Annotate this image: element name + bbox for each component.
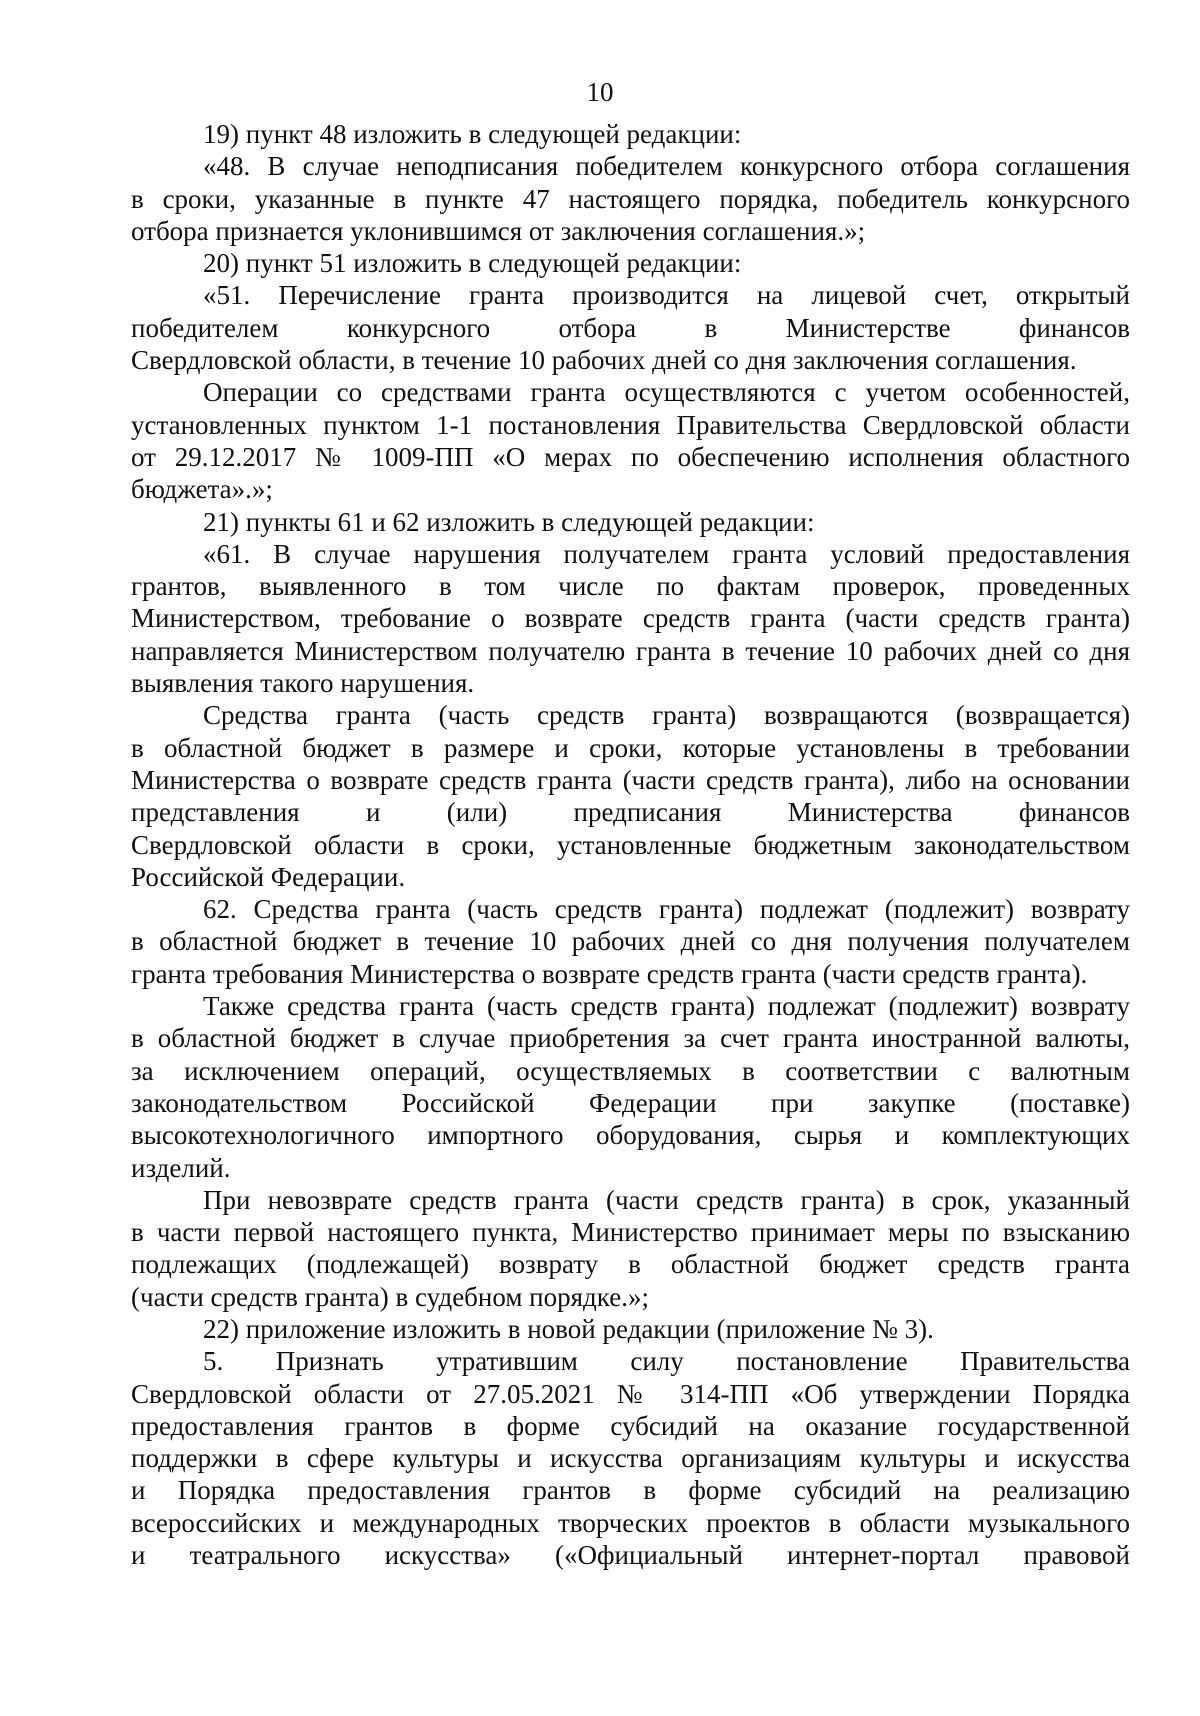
text-line: 5. Признать утратившим силу постановление Правительства [203,1346,1130,1377]
text-line: Свердловской области, в течение 10 рабочих дней со дня заключения соглашения. [131,345,1077,376]
text-line: Министерства о возврате средств гранта (части средств гранта), либо на основании [131,764,1130,795]
text-line: грантов, выявленного в том числе по фактам проверок, проведенных [131,571,1130,602]
text-line: изделий. [131,1152,231,1183]
text-line: «48. В случае неподписания победителем конкурсного отбора соглашения [203,151,1130,182]
text-line: в сроки, указанные в пункте 47 настоящего порядка, победитель конкурсного [131,183,1130,214]
text-line: «51. Перечисление гранта производится на лицевой счет, открытый [203,280,1130,311]
text-line: установленных пунктом 1-1 постановления Правительства Свердловской области [131,409,1130,440]
text-line: Также средства гранта (часть средств гранта) подлежат (подлежит) возврату [203,991,1130,1022]
text-line: При невозврате средств гранта (части средств гранта) в срок, указанный [203,1184,1130,1215]
page-number: 10 [586,77,614,107]
text-line: и Порядка предоставления грантов в форме субсидий на реализацию [131,1475,1130,1506]
text-line: поддержки в сфере культуры и искусства организациям культуры и искусства [131,1443,1130,1474]
text-line: за исключением операций, осуществляемых в соответствии с валютным [131,1055,1130,1086]
text-line: предоставления грантов в форме субсидий на оказание государственной [131,1410,1130,1441]
text-line: Российской Федерации. [131,861,406,892]
text-line: победителем конкурсного отбора в Министерстве финансов [131,312,1130,343]
text-line: подлежащих (подлежащей) возврату в областной бюджет средств гранта [131,1249,1130,1280]
text-line: Средства гранта (часть средств гранта) возвращаются (возвращается) [203,700,1130,731]
text-line: представления и (или) предписания Министерства финансов [131,797,1130,828]
text-line: и театрального искусства» («Официальный интернет-портал правовой [131,1540,1130,1571]
document-body [131,118,1130,1571]
text-line: в части первой настоящего пункта, Министерство принимает меры по взысканию [131,1217,1130,1248]
text-line: от 29.12.2017 № 1009-ПП «О мерах по обеспечению исполнения областного [131,441,1130,472]
text-line: в областной бюджет в размере и сроки, которые установлены в требовании [131,732,1130,763]
text-line: законодательством Российской Федерации при закупке (поставке) [131,1087,1130,1118]
text-line: 20) пункт 51 изложить в следующей редакции: [203,248,742,279]
text-line: Свердловской области от 27.05.2021 № 314-ПП «Об утверждении Порядка [131,1378,1130,1409]
text-line: 21) пункты 61 и 62 изложить в следующей редакции: [203,506,815,537]
text-line: (части средств гранта) в судебном порядке.»; [131,1281,649,1312]
text-line: Операции со средствами гранта осуществляются с учетом особенностей, [203,377,1130,408]
text-line: всероссийских и международных творческих проектов в области музыкального [131,1507,1130,1538]
text-line: выявления такого нарушения. [131,668,475,699]
text-line: 19) пункт 48 изложить в следующей редакции: [203,119,742,149]
text-line: отбора признается уклонившимся от заключения соглашения.»; [131,215,866,246]
text-line: 22) приложение изложить в новой редакции (приложение № 3). [203,1313,934,1344]
text-line: гранта требования Министерства о возврате средств гранта (части средств гранта). [131,958,1088,989]
text-line: в областной бюджет в случае приобретения за счет гранта иностранной валюты, [131,1023,1130,1054]
text-line: в областной бюджет в течение 10 рабочих дней со дня получения получателем [131,926,1130,957]
text-line: «61. В случае нарушения получателем гранта условий предоставления [203,538,1130,569]
text-line: 62. Средства гранта (часть средств гранта) подлежат (подлежит) возврату [203,894,1130,925]
text-line: высокотехнологичного импортного оборудования, сырья и комплектующих [131,1120,1130,1151]
text-line: Министерством, требование о возврате средств гранта (части средств гранта) [131,603,1130,634]
text-line: направляется Министерством получателю гранта в течение 10 рабочих дней со дня [131,635,1130,666]
text-line: Свердловской области в сроки, установленные бюджетным законодательством [131,829,1130,860]
text-line: бюджета».»; [131,474,273,505]
